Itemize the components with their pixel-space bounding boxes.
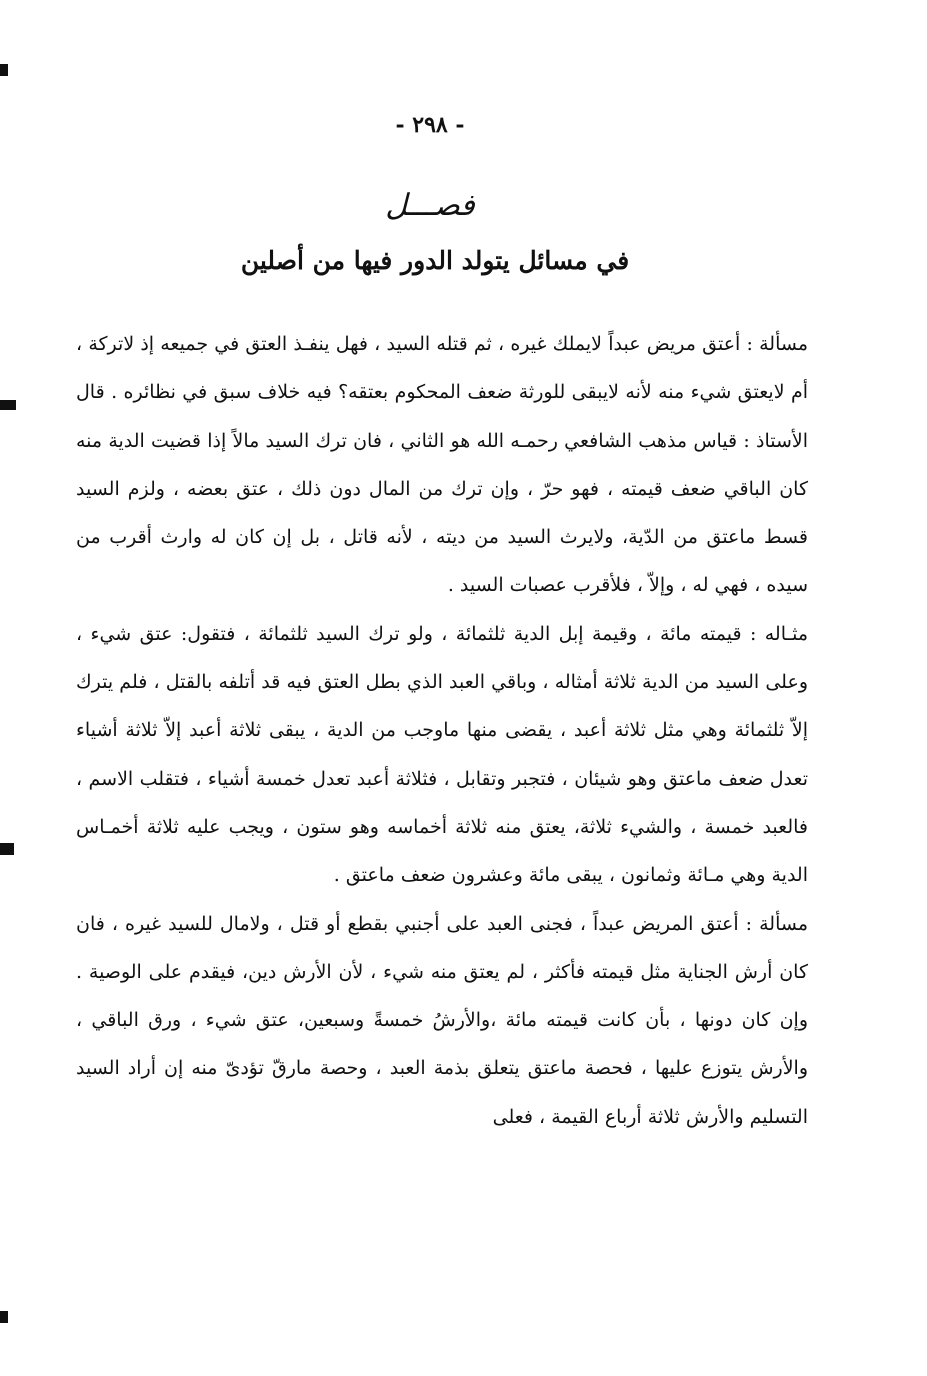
margin-mark: [0, 1311, 8, 1323]
paragraph-2: مثـاله : قيمته مائة ، وقيمة إبل الدية ثلثمائة ، ولو ترك السيد ثلثمائة ، فتقول: عتق شيء ، وعلى السيد من الدية ثلاثة أمثاله ، وباقي العبد الذي بطل العتق فيه قد أتلفه بالقتل ، فلم يترك إلاّ ثلثمائة وهي مثل ثلاثة أعبد ، يقضى منها ماوجب من الدية ، يبقى ثلاثة أعبد إلاّ ثلاثة أشياء تعدل ضعف ماعتق وهو شيئان ، فتجبر وتقابل ، فثلاثة أعبد تعدل خمسة أشياء ، فتقلب الاسم ، فالعبد خمسة ، والشيء ثلاثة، يعتق منه ثلاثة أخماسه وهو ستون ، ويجب عليه ثلاثة أخمـاس الدية وهي مـائة وثمانون ، يبقى مائة وعشرون ضعف ماعتق .: [76, 622, 808, 887]
margin-mark: [0, 843, 14, 855]
margin-mark: [0, 400, 16, 410]
section-label: فصـــل: [385, 188, 475, 223]
section-title: في مسائل يتولد الدور فيها من أصلين: [240, 246, 630, 275]
paragraph-1: مسألة : أعتق مريض عبداً لايملك غيره ، ثم قتله السيد ، فهل ينفـذ العتق في جميعه إذ لاتركة ، أم لايعتق شيء منه لأنه لايبقى للورثة ضعف المحكوم بعتقه؟ فيه خلاف سبق في نظائره . قال الأستاذ : قياس مذهب الشافعي رحمـه الله هو الثاني ، فان ترك السيد مالاً إذا قضيت الدية منه كان الباقي ضعف قيمته ، فهو حرّ ، وإن ترك من المال دون ذلك ، عتق بعضه ، ولزم السيد قسط ماعتق من الدّية، ولايرث السيد من ديته ، لأنه قاتل ، بل إن كان له وارث أقرب من سيده ، فهي له ، وإلاّ ، فلأقرب عصبات السيد .: [76, 333, 808, 597]
paragraph-3: مسألة : أعتق المريض عبداً ، فجنى العبد على أجنبي بقطع أو قتل ، ولامال للسيد غيره ، فان كان أرش الجناية مثل قيمته فأكثر ، لم يعتق منه شيء ، لأن الأرش دين، فيقدم على الوصية . وإن كان دونها ، بأن كانت قيمته مائة ،والأرشُ خمسةً وسبعين، عتق شيء ، ورق الباقي ، والأرش يتوزع عليها ، فحصة ماعتق يتعلق بذمة العبد ، وحصة مارقّ تؤدىّ منه إن أراد السيد التسليم والأرش ثلاثة أرباع القيمة ، فعلى: [76, 912, 808, 1128]
body-text: [76, 320, 808, 1141]
margin-mark: [0, 64, 8, 76]
page-number: - ٢٩٨ -: [395, 112, 465, 138]
